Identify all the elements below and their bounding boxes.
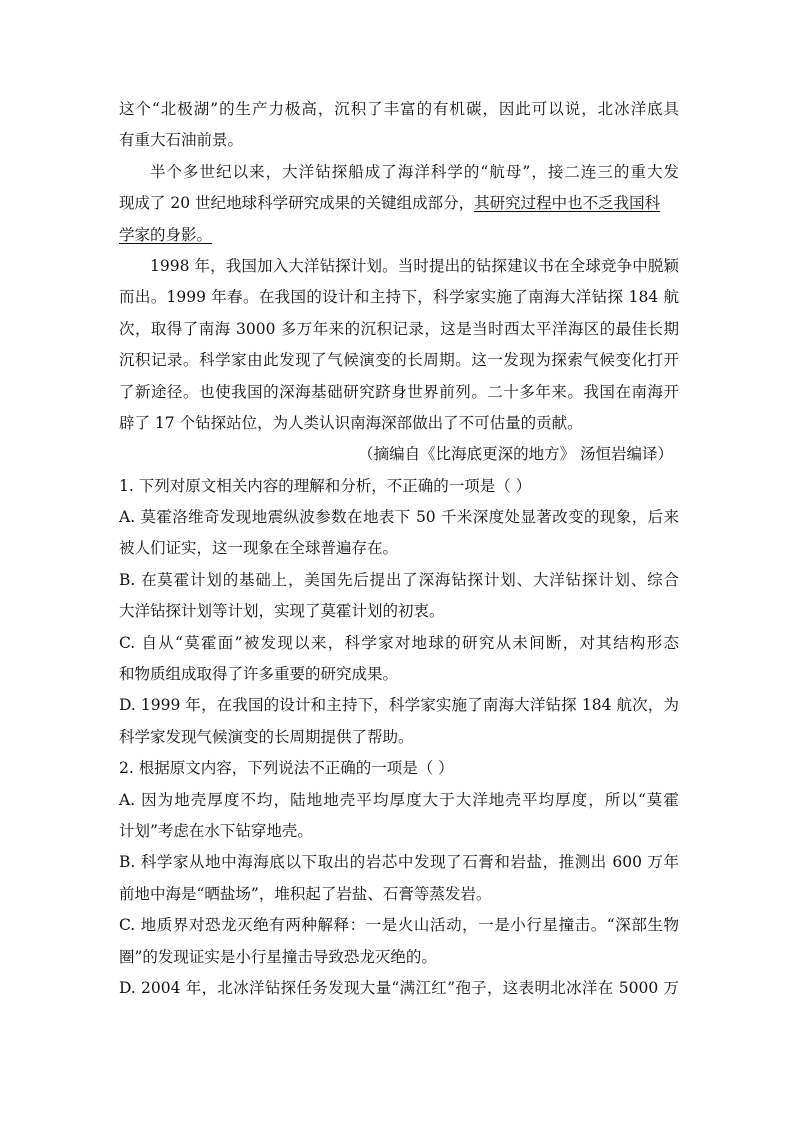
option-line xyxy=(119,659,679,690)
source-attribution xyxy=(119,439,679,470)
question-stem xyxy=(119,753,679,784)
option-line xyxy=(119,502,679,533)
option-line xyxy=(119,879,679,910)
paragraph-line xyxy=(119,251,679,282)
question-stem xyxy=(119,471,679,502)
line-text: 沉积记录。科学家由此发现了气候演变的长周期。这一发现为探索气候变化打开 xyxy=(119,351,679,370)
line-text: 这个“北极湖”的生产力极高，沉积了丰富的有机碳，因此可以说，北冰洋底具 xyxy=(119,100,679,118)
line-text: 1998 年，我国加入大洋钻探计划。当时提出的钻探建议书在全球竞争中脱颖 xyxy=(150,256,679,275)
paragraph-line xyxy=(119,408,679,439)
option-line xyxy=(119,722,679,753)
option-line xyxy=(119,690,679,721)
line-text: 科学家发现气候演变的长周期提供了帮助。 xyxy=(119,727,414,746)
paragraph-line xyxy=(119,94,679,125)
paragraph-line xyxy=(119,188,679,219)
paragraph-line xyxy=(119,220,679,251)
option-line xyxy=(119,847,679,878)
line-text: 前地中海是“晒盐场”，堆积起了岩盐、石膏等蒸发岩。 xyxy=(119,884,492,903)
line-text: C. 地质界对恐龙灭绝有两种解释：一是火山活动，一是小行星撞击。“深部生物 xyxy=(119,916,679,935)
line-text: 大洋钻探计划等计划，实现了莫霍计划的初衷。 xyxy=(119,602,445,621)
option-line xyxy=(119,942,679,973)
line-text: （摘编自《比海底更深的地方》 汤恒岩编译） xyxy=(358,445,673,464)
line-text: 和物质组成取得了许多重要的研究成果。 xyxy=(119,665,399,684)
line-text: A. 莫霍洛维奇发现地震纵波参数在地表下 50 千米深度处显著改变的现象，后来 xyxy=(119,508,679,527)
underlined-text: 学家的身影。 xyxy=(119,225,213,244)
option-line xyxy=(119,628,679,659)
line-text: 被人们证实，这一现象在全球普遍存在。 xyxy=(119,539,399,558)
line-text: D. 2004 年，北冰洋钻探任务发现大量“满江红”孢子，这表明北冰洋在 5000 万 xyxy=(119,978,679,997)
line-text: A. 因为地壳厚度不均，陆地地壳平均厚度大于大洋地壳平均厚度，所以“莫霍 xyxy=(119,790,679,809)
option-line xyxy=(119,973,679,1004)
option-line xyxy=(119,565,679,596)
paragraph-line xyxy=(119,125,679,156)
line-text: B. 在莫霍计划的基础上，美国先后提出了深海钻探计划、大洋钻探计划、综合 xyxy=(119,570,679,589)
underlined-text: 其研究过程中也不乏我国科 xyxy=(474,194,661,213)
line-text: 现成了 20 世纪地球科学研究成果的关键组成部分， xyxy=(119,194,475,213)
line-text: D. 1999 年，在我国的设计和主持下，科学家实施了南海大洋钻探 184 航次，为 xyxy=(119,696,679,715)
paragraph-line xyxy=(119,377,679,408)
paragraph-line xyxy=(119,282,679,313)
line-text: 而出。1999 年春。在我国的设计和主持下，科学家实施了南海大洋钻探 184 航 xyxy=(119,288,679,307)
line-text: 圈”的发现证实是小行星撞击导致恐龙灭绝的。 xyxy=(119,947,437,966)
line-text: B. 科学家从地中海海底以下取出的岩芯中发现了石膏和岩盐，推测出 600 万年 xyxy=(119,853,679,872)
option-line xyxy=(119,785,679,816)
line-text: 了新途径。也使我国的深海基础研究跻身世界前列。二十多年来。我国在南海开 xyxy=(119,382,679,401)
option-line xyxy=(119,910,679,941)
line-text: 有重大石油前景。 xyxy=(119,131,244,150)
line-text: 次，取得了南海 3000 多万年来的沉积记录，这是当时西太平洋海区的最佳长期 xyxy=(119,319,679,338)
line-text: 计划”考虑在水下钻穿地壳。 xyxy=(119,821,313,840)
option-line xyxy=(119,533,679,564)
line-text: 1. 下列对原文相关内容的理解和分析，不正确的一项是（ ） xyxy=(119,476,532,495)
option-line xyxy=(119,596,679,627)
line-text: 2. 根据原文内容，下列说法不正确的一项是（ ） xyxy=(119,759,454,778)
paragraph-line xyxy=(119,345,679,376)
line-text: C. 自从“莫霍面”被发现以来，科学家对地球的研究从未间断，对其结构形态 xyxy=(119,633,679,652)
document-body xyxy=(119,94,679,1004)
line-text: 辟了 17 个钻探站位，为人类认识南海深部做出了不可估量的贡献。 xyxy=(119,413,583,432)
line-text: 半个多世纪以来，大洋钻探船成了海洋科学的“航母”，接二连三的重大发 xyxy=(150,162,679,181)
paragraph-line xyxy=(119,314,679,345)
option-line xyxy=(119,816,679,847)
paragraph-line xyxy=(119,157,679,188)
